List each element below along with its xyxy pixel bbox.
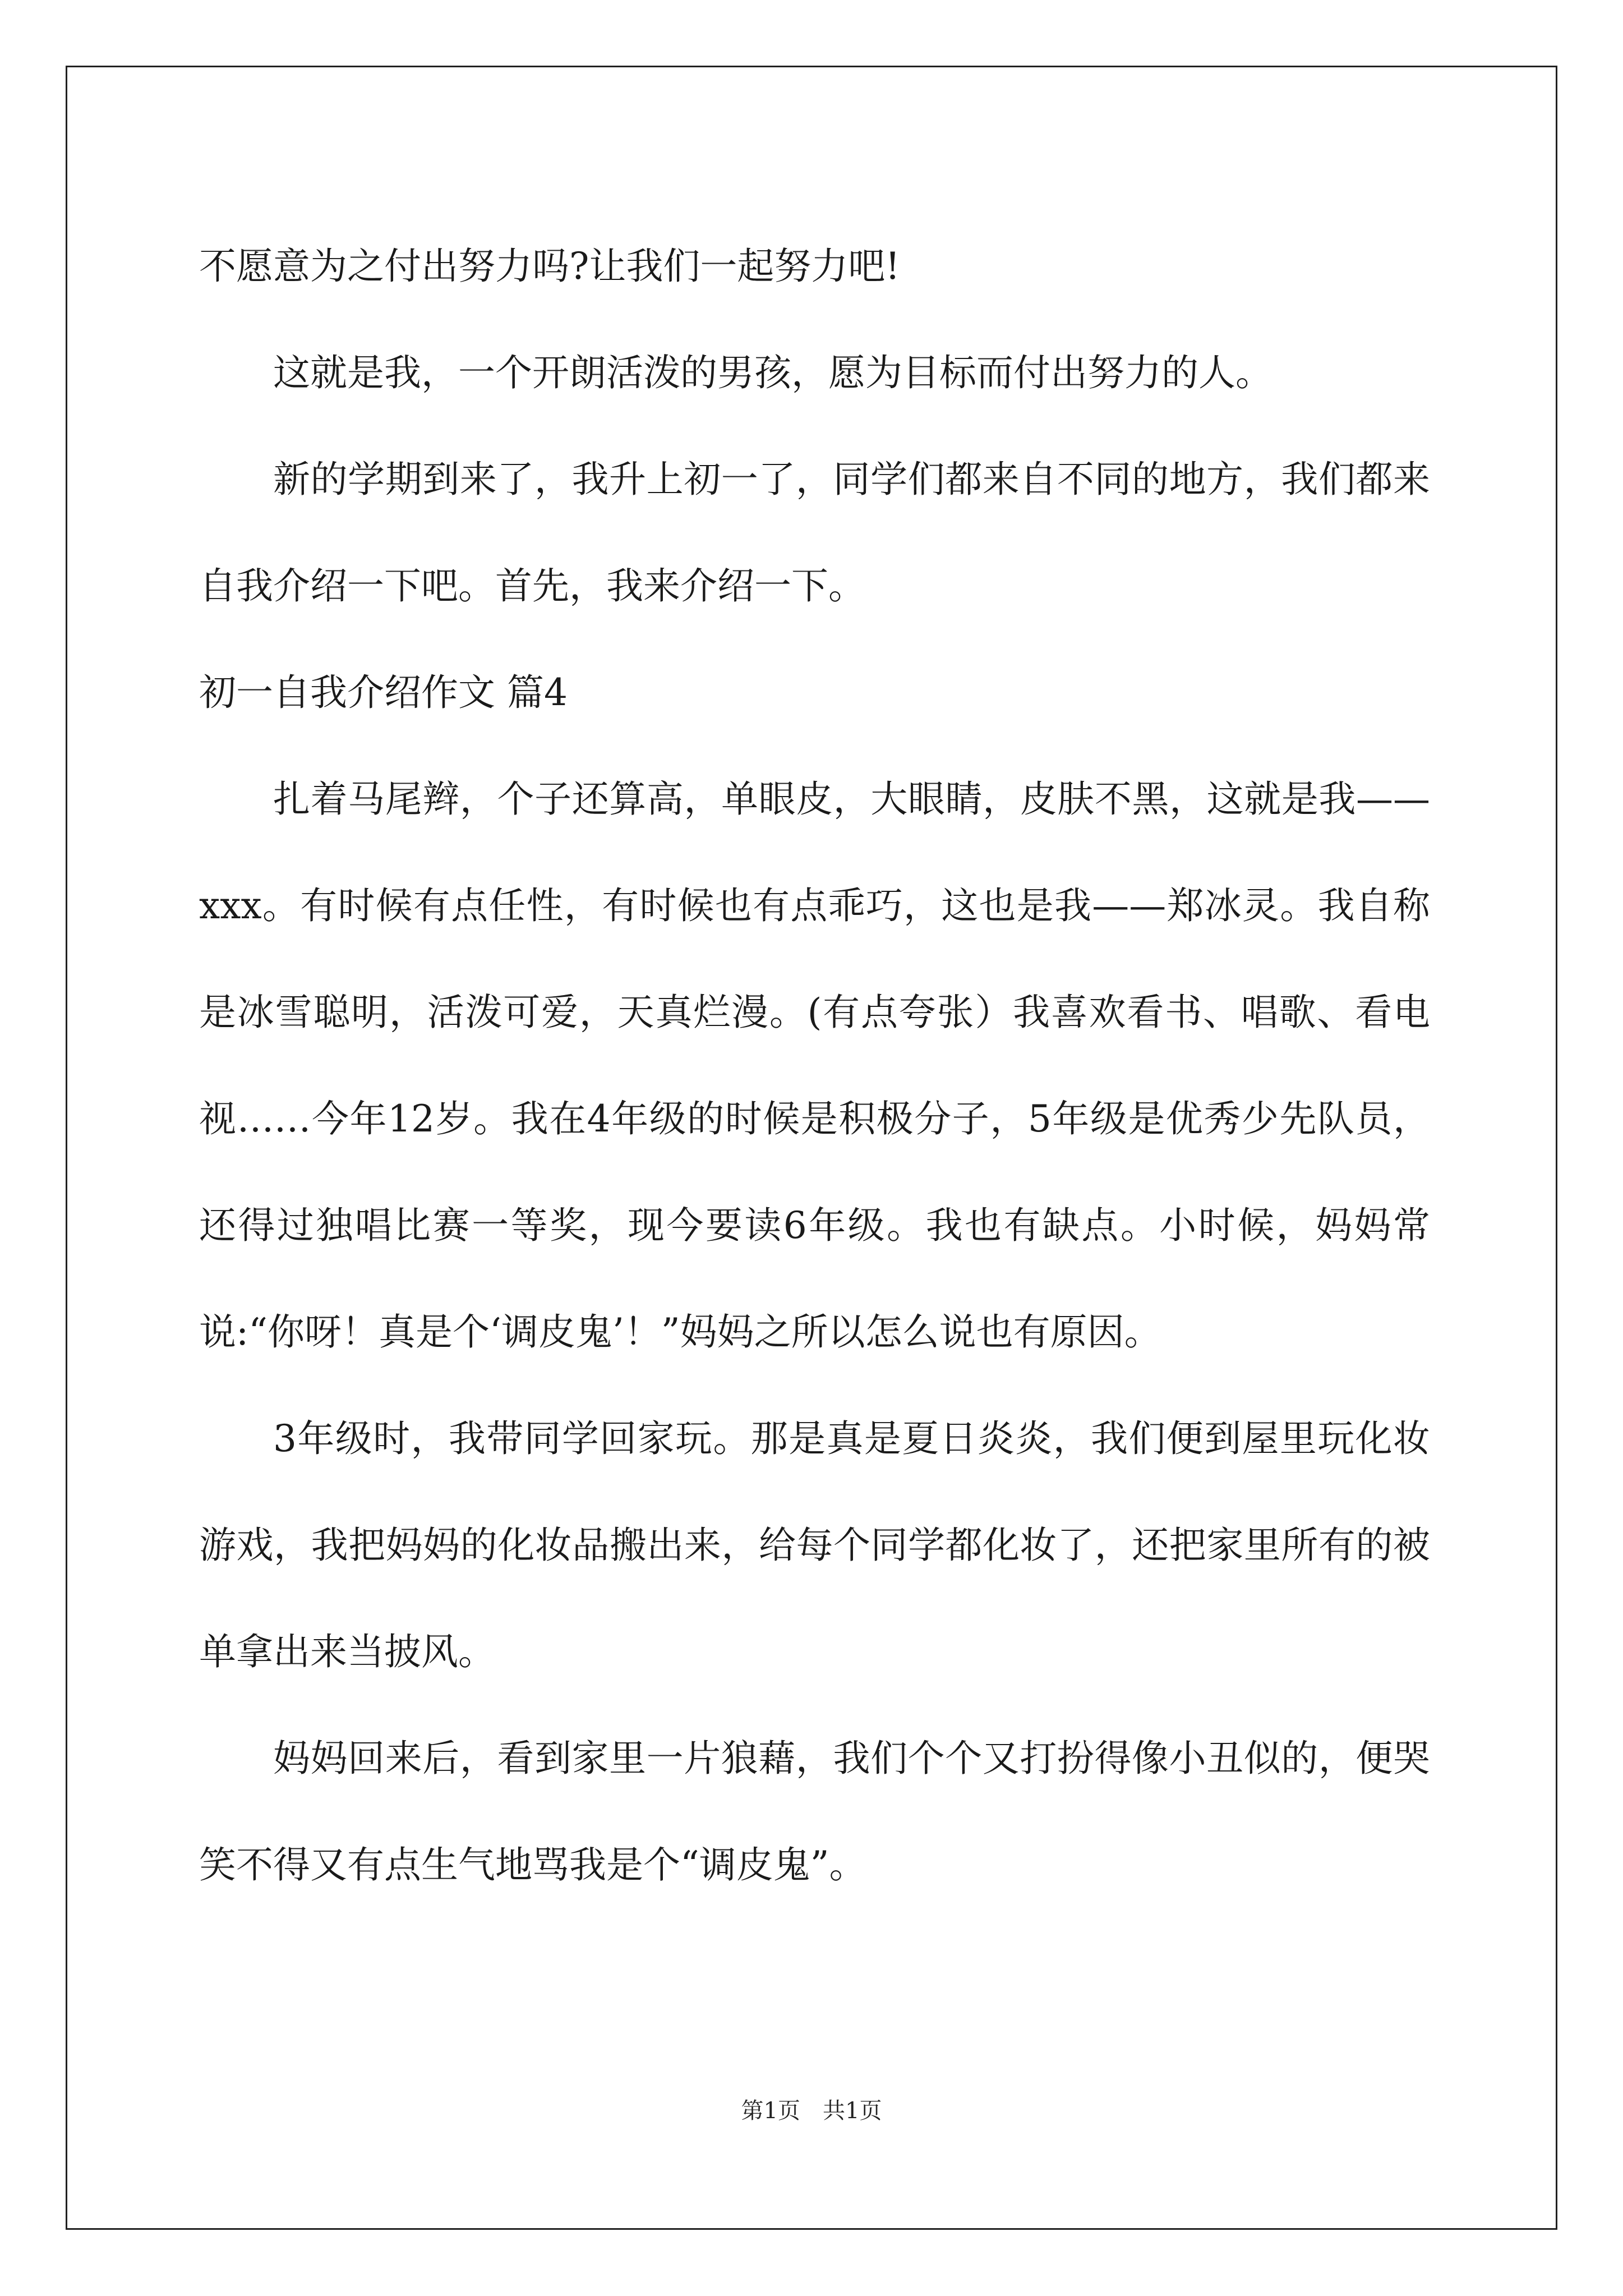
section-heading: 初一自我介绍作文 篇4	[199, 671, 568, 714]
paragraph: 妈妈回来后，看到家里一片狼藉，我们个个又打扮得像小丑似的，便哭笑不得又有点生气地骂我是个“调皮鬼”。	[199, 1737, 1430, 1887]
paragraph: 这就是我，一个开朗活泼的男孩，愿为目标而付出努力的人。	[273, 351, 1272, 394]
document-body	[199, 213, 1430, 1918]
paragraph-continuation: 不愿意为之付出努力吗?让我们一起努力吧!	[199, 245, 900, 288]
paragraph: 3年级时，我带同学回家玩。那是真是夏日炎炎，我们便到屋里玩化妆游戏，我把妈妈的化妆品搬出来，给每个同学都化妆了，还把家里所有的被单拿出来当披风。	[199, 1417, 1430, 1673]
paragraph: 扎着马尾辫，个子还算高，单眼皮，大眼睛，皮肤不黑，这就是我——xxx。有时候有点任性，有时候也有点乖巧，这也是我——郑冰灵。我自称是冰雪聪明，活泼可爱，天真烂漫。(有点夸张）我喜欢看书、唱歌、看电视……今年12岁。我在4年级的时候是积极分子，5年级是优秀少先队员，还得过独唱比赛一等奖，现今要读6年级。我也有缺点。小时候，妈妈常说:“你呀！真是个‘调皮鬼’！”妈妈之所以怎么说也有原因。	[199, 777, 1430, 1354]
paragraph: 新的学期到来了，我升上初一了，同学们都来自不同的地方，我们都来自我介绍一下吧。首先，我来介绍一下。	[199, 458, 1430, 608]
page-number-footer: 第1页 共1页	[741, 2098, 882, 2124]
